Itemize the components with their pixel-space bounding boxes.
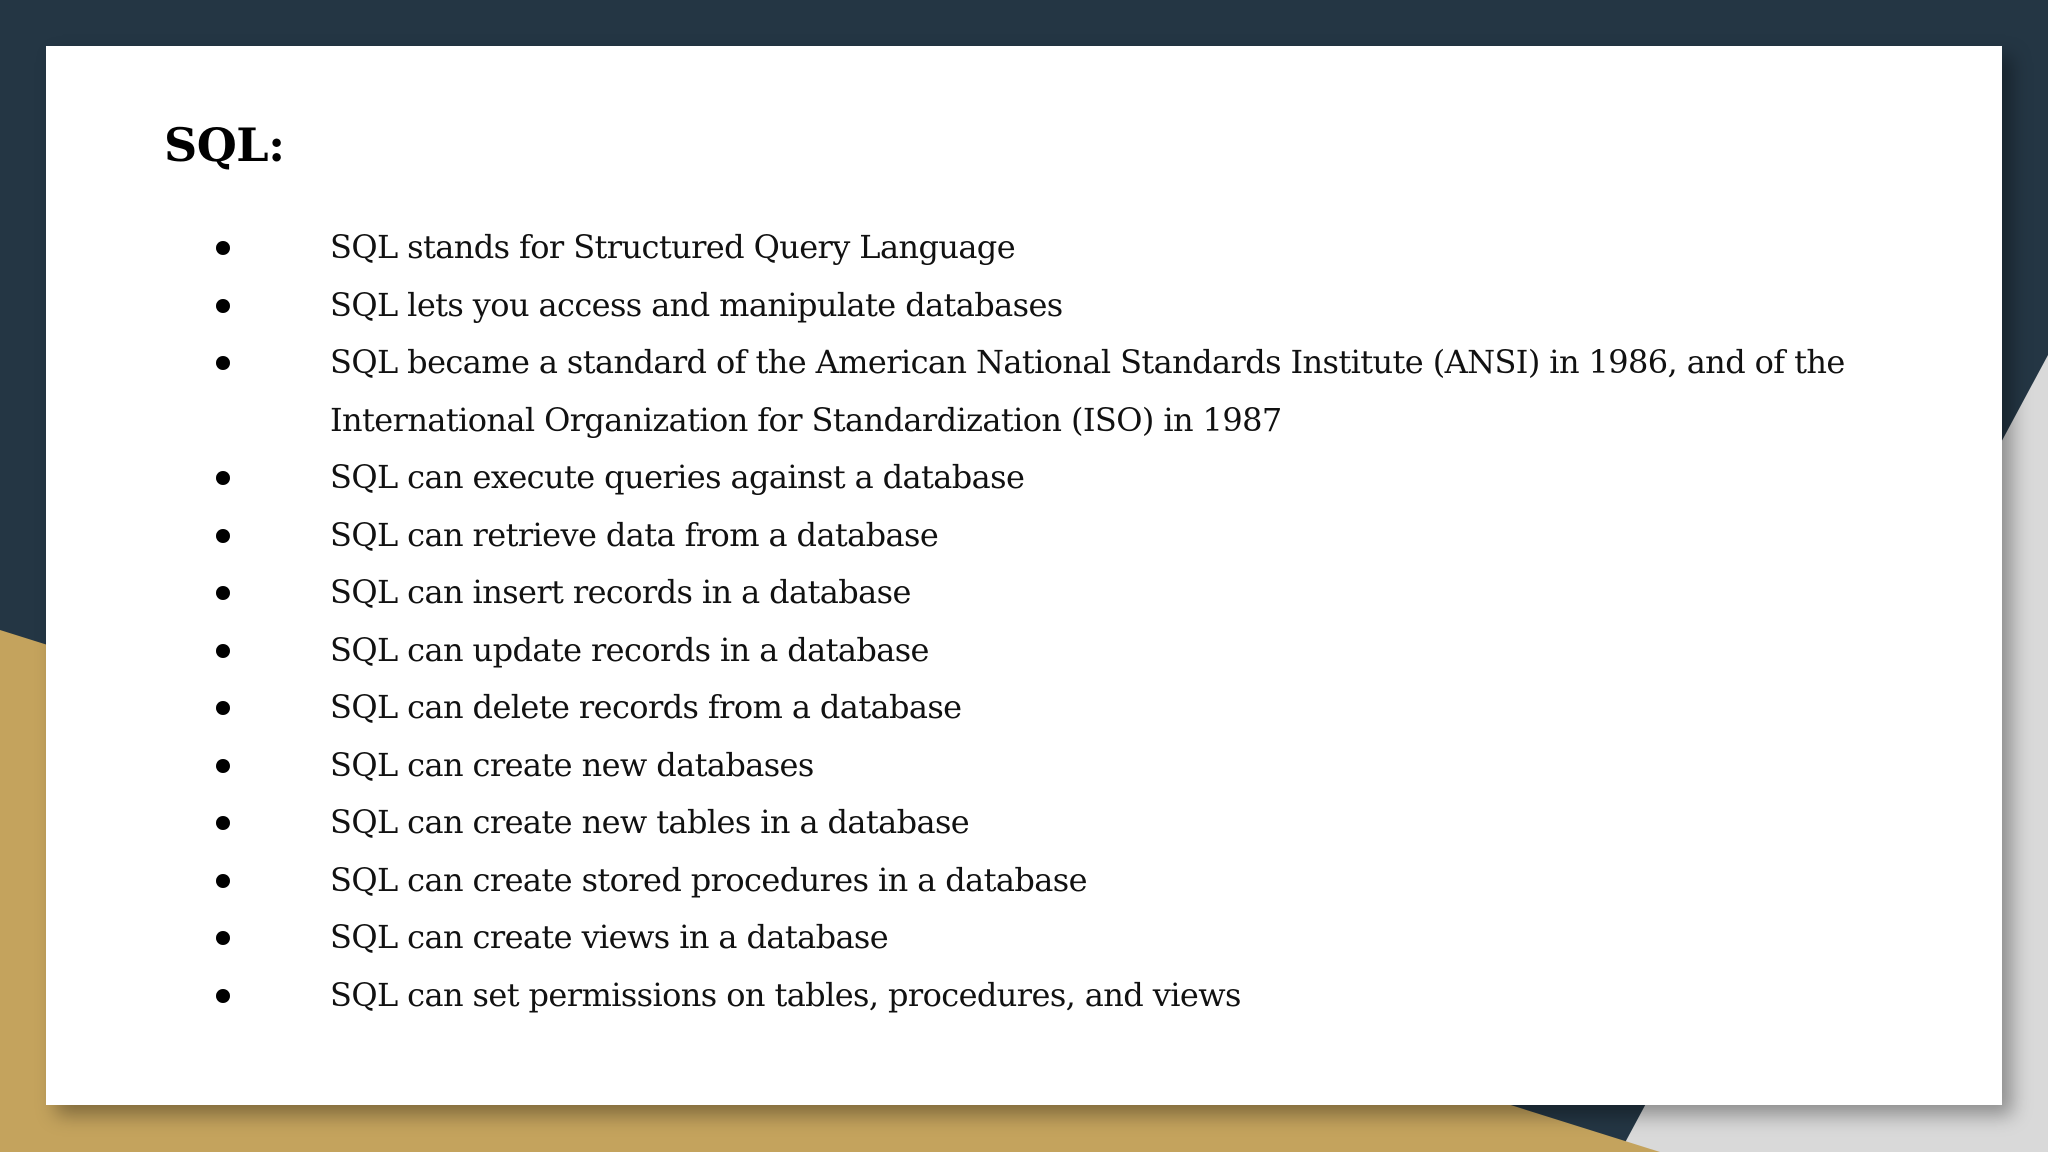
bullet-text: SQL stands for Structured Query Language xyxy=(330,228,1016,266)
bullet-item xyxy=(164,564,1924,622)
bullet-item xyxy=(164,852,1924,910)
bullet-item xyxy=(164,219,1924,277)
bullet-text: SQL can delete records from a database xyxy=(330,688,962,726)
bullet-text: SQL became a standard of the American National Standards Institute (ANSI) in 1986, and of the International Organization for Standardization (ISO) in 1987 xyxy=(330,343,1845,439)
bullet-dot-icon xyxy=(216,874,230,888)
bullet-text: SQL can execute queries against a database xyxy=(330,458,1025,496)
bullet-dot-icon xyxy=(216,759,230,773)
bullet-text: SQL can create stored procedures in a database xyxy=(330,860,1087,899)
bullet-item xyxy=(164,794,1924,852)
bullet-text: SQL can create views in a database xyxy=(330,918,889,956)
bullet-list xyxy=(164,219,1924,1024)
bullet-item xyxy=(164,737,1924,795)
bullet-item xyxy=(164,622,1924,680)
bullet-item xyxy=(164,909,1924,967)
bullet-dot-icon xyxy=(216,299,230,313)
bullet-item xyxy=(164,277,1924,335)
bullet-item xyxy=(164,334,1924,449)
bullet-dot-icon xyxy=(216,816,230,830)
bullet-text: SQL can update records in a database xyxy=(330,630,929,669)
bullet-text: SQL can insert records in a database xyxy=(330,573,911,611)
bullet-text: SQL can create new databases xyxy=(330,745,814,784)
bullet-dot-icon xyxy=(216,471,230,485)
bullet-dot-icon xyxy=(216,356,230,370)
bullet-dot-icon xyxy=(216,989,230,1003)
slide-content-card xyxy=(46,46,2002,1105)
bullet-item xyxy=(164,507,1924,565)
bullet-item xyxy=(164,449,1924,507)
bullet-dot-icon xyxy=(216,586,230,600)
bullet-text: SQL can retrieve data from a database xyxy=(330,515,939,554)
bullet-text: SQL can create new tables in a database xyxy=(330,803,970,841)
slide-title: SQL: xyxy=(164,118,285,172)
bullet-dot-icon xyxy=(216,644,230,658)
bullet-dot-icon xyxy=(216,701,230,715)
bullet-dot-icon xyxy=(216,241,230,255)
bullet-dot-icon xyxy=(216,529,230,543)
bullet-text: SQL can set permissions on tables, procedures, and views xyxy=(330,975,1241,1014)
bullet-item xyxy=(164,967,1924,1025)
bullet-text: SQL lets you access and manipulate databases xyxy=(330,285,1063,324)
bullet-item xyxy=(164,679,1924,737)
bullet-dot-icon xyxy=(216,931,230,945)
